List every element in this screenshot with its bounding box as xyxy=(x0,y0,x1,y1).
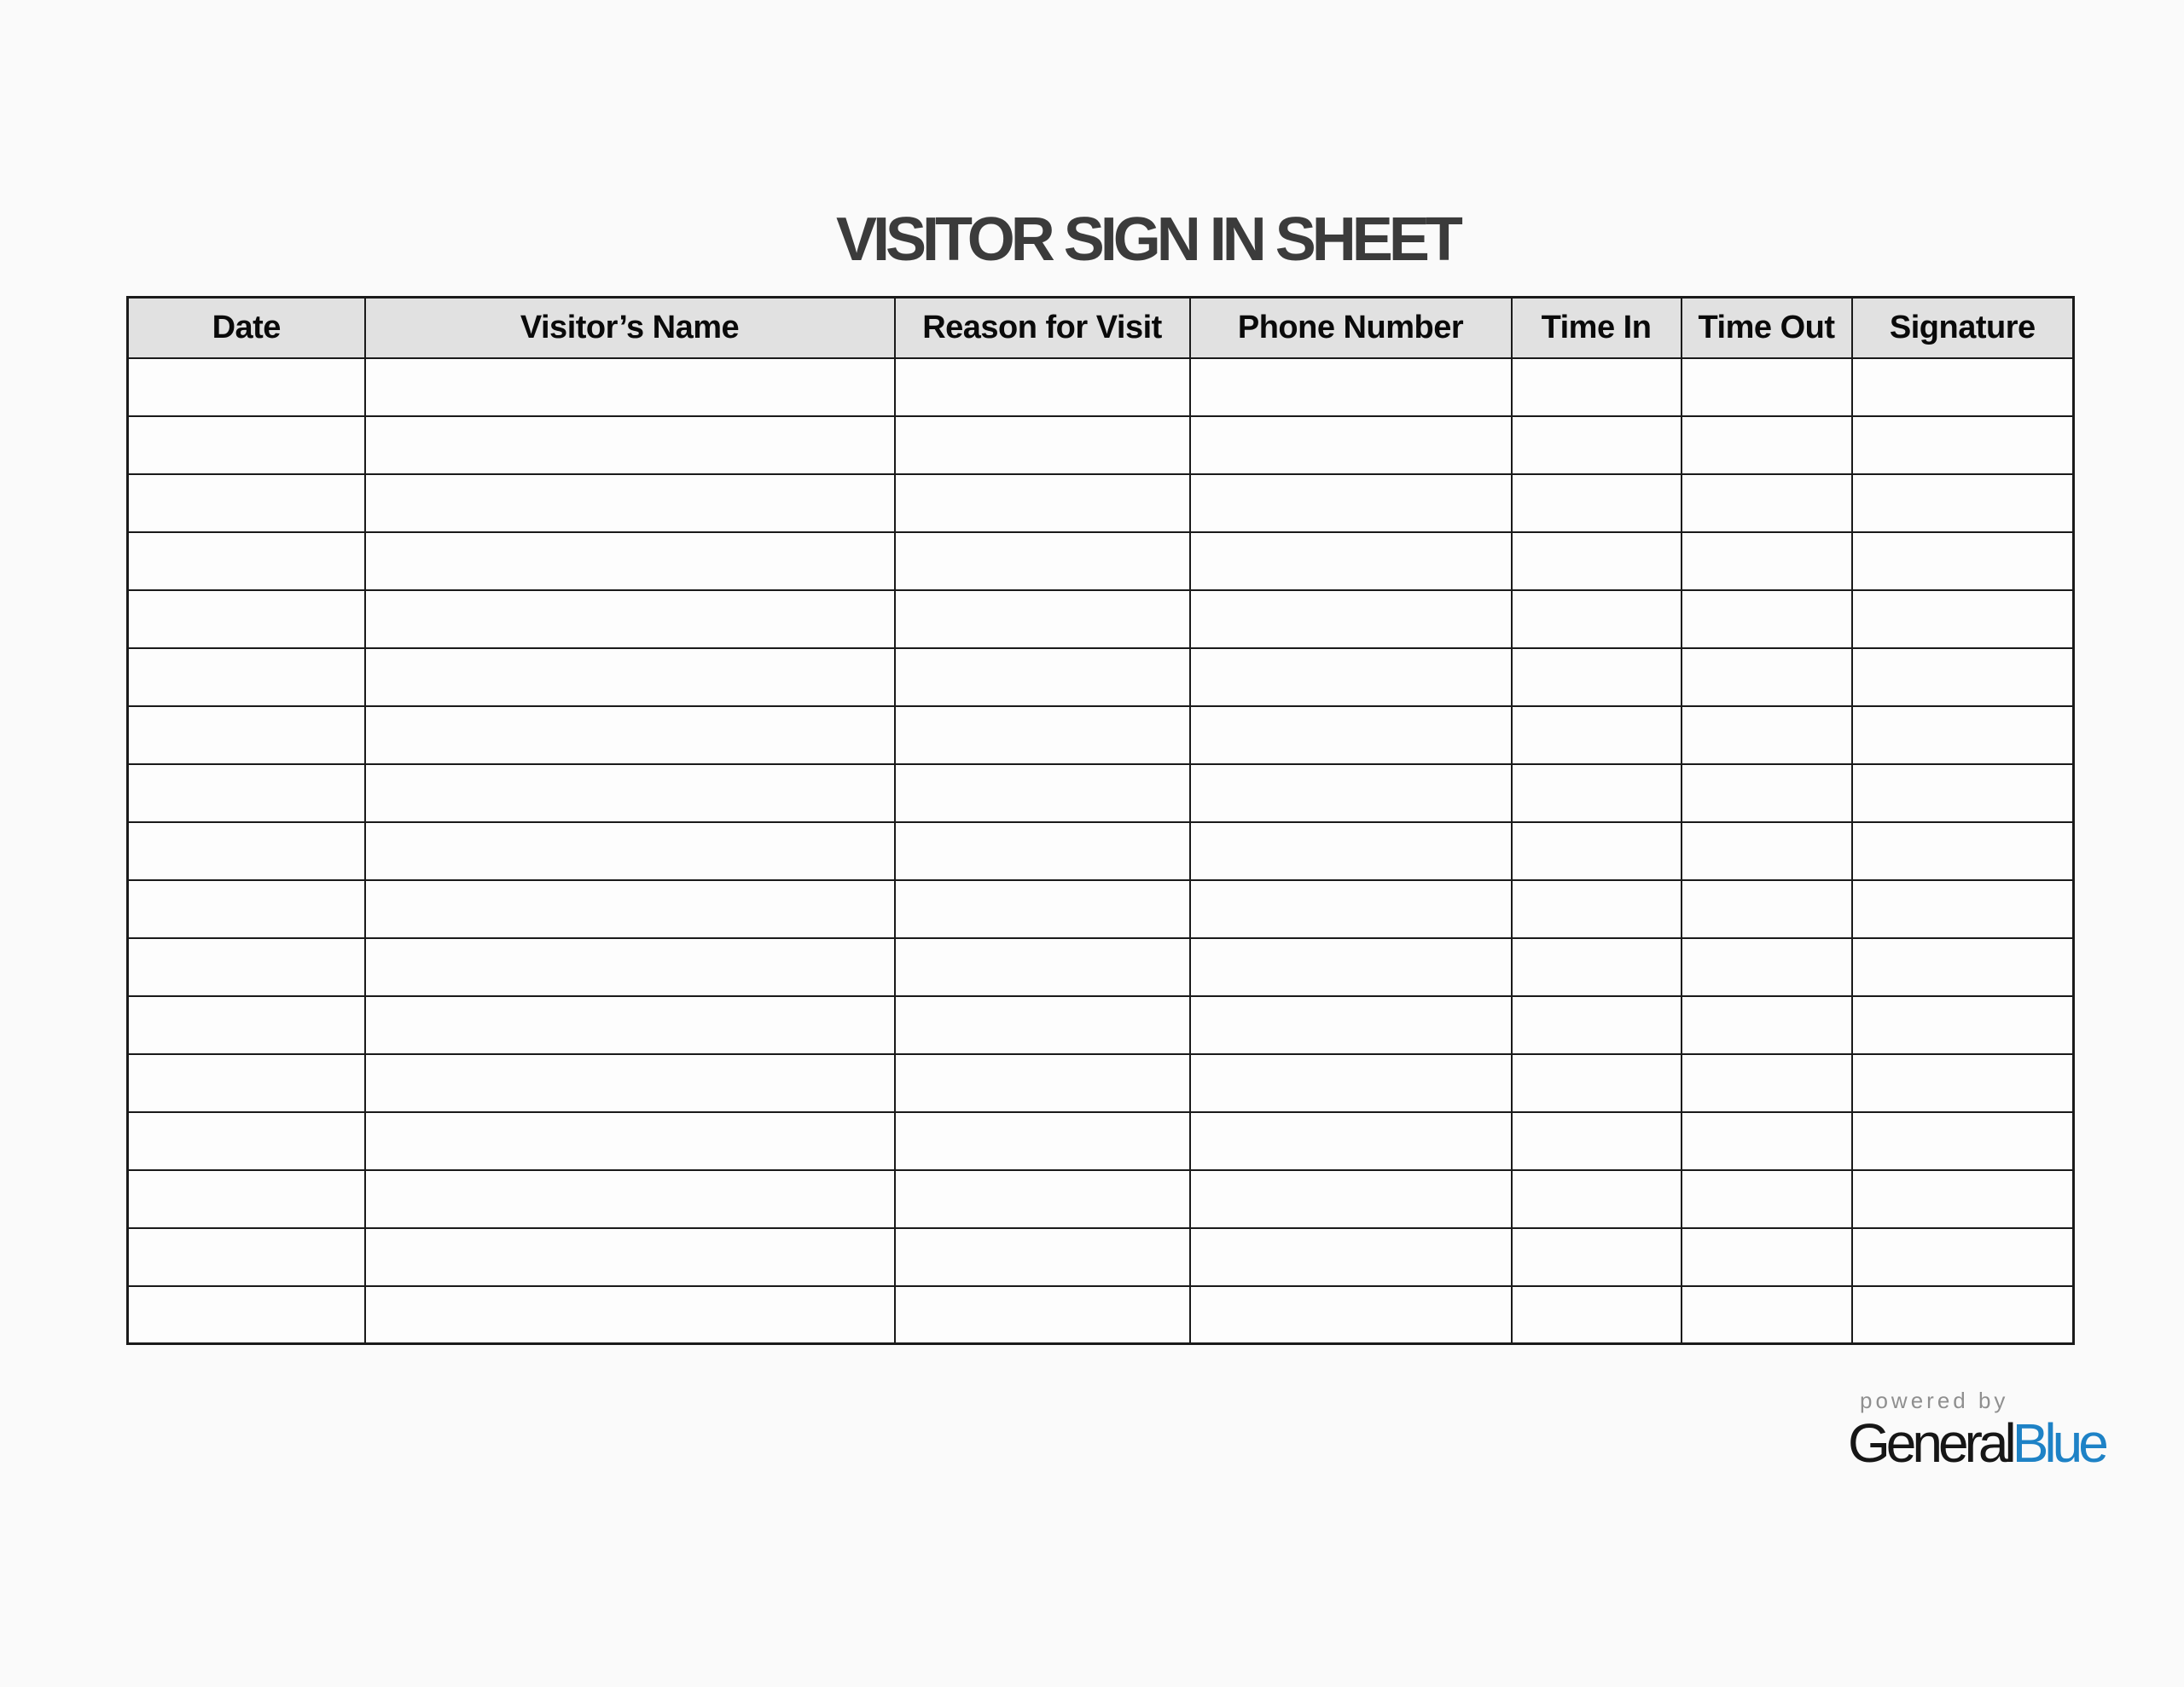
empty-cell xyxy=(1512,996,1682,1054)
generalblue-logo xyxy=(1848,1412,2105,1474)
empty-cell xyxy=(1852,822,2074,880)
empty-cell xyxy=(128,1228,365,1286)
empty-cell xyxy=(128,590,365,648)
empty-cell xyxy=(1852,532,2074,590)
empty-row xyxy=(128,532,2074,590)
empty-cell xyxy=(1682,474,1852,532)
empty-cell xyxy=(128,706,365,764)
empty-cell xyxy=(365,1286,895,1344)
column-header-reason-for-visit: Reason for Visit xyxy=(895,298,1190,358)
empty-row xyxy=(128,938,2074,996)
empty-cell xyxy=(128,996,365,1054)
empty-cell xyxy=(365,706,895,764)
empty-cell xyxy=(1190,1228,1512,1286)
empty-cell xyxy=(128,764,365,822)
empty-cell xyxy=(1190,590,1512,648)
empty-row xyxy=(128,880,2074,938)
empty-cell xyxy=(1190,764,1512,822)
empty-cell xyxy=(1190,822,1512,880)
empty-cell xyxy=(365,474,895,532)
empty-cell xyxy=(1190,1054,1512,1112)
powered-by-footer xyxy=(1848,1388,2105,1474)
empty-cell xyxy=(1852,996,2074,1054)
empty-row xyxy=(128,1112,2074,1170)
empty-cell xyxy=(1852,706,2074,764)
empty-cell xyxy=(895,822,1190,880)
empty-cell xyxy=(895,764,1190,822)
empty-cell xyxy=(365,1170,895,1228)
empty-cell xyxy=(365,648,895,706)
empty-cell xyxy=(1852,648,2074,706)
empty-cell xyxy=(1852,474,2074,532)
empty-row xyxy=(128,648,2074,706)
empty-cell xyxy=(1682,996,1852,1054)
empty-cell xyxy=(895,1286,1190,1344)
empty-cell xyxy=(1682,648,1852,706)
visitor-sign-in-table xyxy=(126,296,2075,1345)
empty-cell xyxy=(128,532,365,590)
empty-cell xyxy=(365,1228,895,1286)
empty-cell xyxy=(128,1054,365,1112)
empty-cell xyxy=(128,822,365,880)
empty-cell xyxy=(895,938,1190,996)
empty-cell xyxy=(128,938,365,996)
empty-cell xyxy=(895,706,1190,764)
empty-cell xyxy=(1512,706,1682,764)
empty-row xyxy=(128,706,2074,764)
empty-cell xyxy=(1682,764,1852,822)
empty-cell xyxy=(895,474,1190,532)
empty-cell xyxy=(365,532,895,590)
empty-cell xyxy=(1512,822,1682,880)
empty-cell xyxy=(365,358,895,416)
empty-cell xyxy=(1512,1286,1682,1344)
empty-cell xyxy=(365,764,895,822)
empty-cell xyxy=(1682,706,1852,764)
empty-cell xyxy=(1512,1054,1682,1112)
empty-cell xyxy=(365,1054,895,1112)
empty-cell xyxy=(1852,1286,2074,1344)
empty-cell xyxy=(1512,938,1682,996)
empty-cell xyxy=(128,1170,365,1228)
empty-cell xyxy=(365,880,895,938)
empty-row xyxy=(128,1170,2074,1228)
brand-blue-text: Blue xyxy=(2012,1412,2105,1474)
empty-cell xyxy=(1682,1112,1852,1170)
empty-cell xyxy=(128,880,365,938)
empty-row xyxy=(128,474,2074,532)
column-header-signature: Signature xyxy=(1852,298,2074,358)
column-header-phone-number: Phone Number xyxy=(1190,298,1512,358)
empty-cell xyxy=(128,1286,365,1344)
powered-by-label: powered by xyxy=(1860,1388,2009,1413)
empty-cell xyxy=(1512,764,1682,822)
empty-cell xyxy=(1682,880,1852,938)
empty-row xyxy=(128,822,2074,880)
empty-cell xyxy=(1682,358,1852,416)
empty-cell xyxy=(1512,880,1682,938)
empty-cell xyxy=(895,358,1190,416)
empty-cell xyxy=(895,880,1190,938)
empty-cell xyxy=(1512,474,1682,532)
empty-cell xyxy=(1682,532,1852,590)
empty-cell xyxy=(128,648,365,706)
column-header-date: Date xyxy=(128,298,365,358)
empty-cell xyxy=(1512,648,1682,706)
empty-row xyxy=(128,1228,2074,1286)
brand-general-text: General xyxy=(1848,1412,2013,1474)
empty-cell xyxy=(1682,1170,1852,1228)
empty-cell xyxy=(1512,590,1682,648)
empty-cell xyxy=(1190,938,1512,996)
empty-cell xyxy=(1512,1228,1682,1286)
empty-cell xyxy=(895,1054,1190,1112)
empty-row xyxy=(128,996,2074,1054)
empty-cell xyxy=(365,996,895,1054)
empty-cell xyxy=(128,416,365,474)
empty-cell xyxy=(1512,358,1682,416)
empty-cell xyxy=(1190,532,1512,590)
empty-cell xyxy=(1852,1228,2074,1286)
empty-cell xyxy=(1512,416,1682,474)
empty-cell xyxy=(1852,1170,2074,1228)
empty-cell xyxy=(1190,1286,1512,1344)
empty-cell xyxy=(1682,1228,1852,1286)
empty-cell xyxy=(895,1170,1190,1228)
empty-cell xyxy=(1682,1054,1852,1112)
empty-cell xyxy=(128,358,365,416)
empty-row xyxy=(128,1054,2074,1112)
empty-cell xyxy=(1852,938,2074,996)
empty-cell xyxy=(1512,532,1682,590)
empty-row xyxy=(128,358,2074,416)
empty-cell xyxy=(1852,764,2074,822)
empty-cell xyxy=(1190,880,1512,938)
empty-cell xyxy=(1682,416,1852,474)
empty-cell xyxy=(1682,822,1852,880)
column-header-visitor-s-name: Visitor’s Name xyxy=(365,298,895,358)
empty-row xyxy=(128,416,2074,474)
empty-cell xyxy=(128,474,365,532)
empty-cell xyxy=(365,416,895,474)
empty-cell xyxy=(1852,358,2074,416)
empty-cell xyxy=(1852,880,2074,938)
empty-cell xyxy=(895,590,1190,648)
empty-cell xyxy=(1852,590,2074,648)
empty-cell xyxy=(1682,590,1852,648)
empty-cell xyxy=(1190,1112,1512,1170)
page-title: VISITOR SIGN IN SHEET xyxy=(836,206,1459,274)
empty-row xyxy=(128,764,2074,822)
empty-cell xyxy=(1190,996,1512,1054)
empty-cell xyxy=(1190,474,1512,532)
empty-cell xyxy=(895,648,1190,706)
empty-cell xyxy=(1682,1286,1852,1344)
empty-cell xyxy=(365,938,895,996)
empty-cell xyxy=(365,1112,895,1170)
table-header-row xyxy=(128,298,2074,358)
empty-row xyxy=(128,1286,2074,1344)
empty-cell xyxy=(365,822,895,880)
empty-cell xyxy=(895,996,1190,1054)
column-header-time-out: Time Out xyxy=(1682,298,1852,358)
empty-cell xyxy=(1852,1054,2074,1112)
column-header-time-in: Time In xyxy=(1512,298,1682,358)
empty-cell xyxy=(1190,416,1512,474)
empty-cell xyxy=(895,416,1190,474)
empty-cell xyxy=(1852,416,2074,474)
empty-cell xyxy=(895,1228,1190,1286)
empty-cell xyxy=(1190,1170,1512,1228)
empty-cell xyxy=(1190,648,1512,706)
empty-cell xyxy=(1682,938,1852,996)
empty-cell xyxy=(1190,706,1512,764)
empty-cell xyxy=(128,1112,365,1170)
empty-cell xyxy=(895,1112,1190,1170)
empty-cell xyxy=(1190,358,1512,416)
empty-cell xyxy=(1852,1112,2074,1170)
empty-cell xyxy=(365,590,895,648)
empty-cell xyxy=(1512,1170,1682,1228)
empty-cell xyxy=(895,532,1190,590)
empty-row xyxy=(128,590,2074,648)
empty-cell xyxy=(1512,1112,1682,1170)
